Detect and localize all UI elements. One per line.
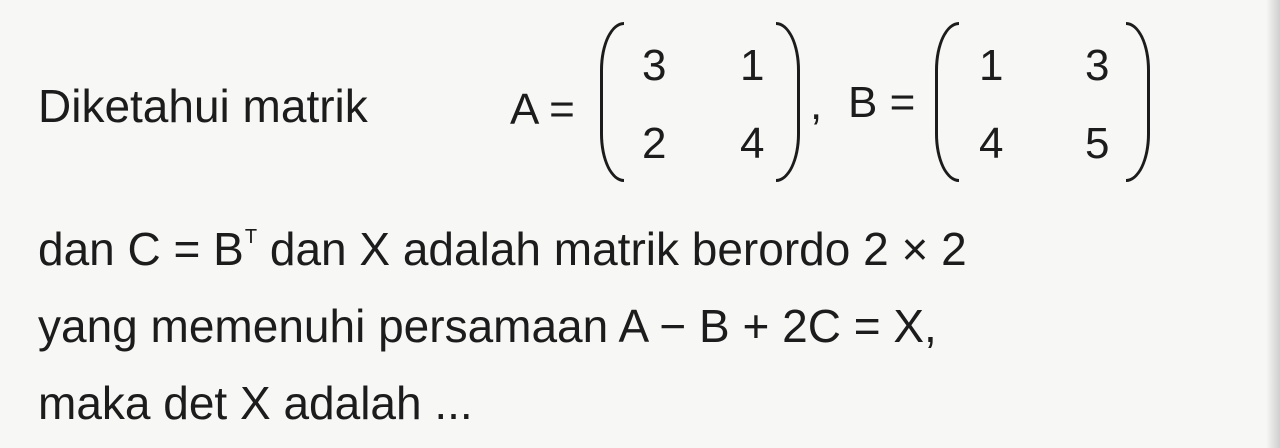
condition-post: dan X adalah matrik berordo 2 × 2 [257,223,967,275]
matrix-b-cell: 5 [1085,119,1110,168]
transpose-superscript: T [244,226,258,248]
matrix-b-cell: 3 [1085,41,1110,90]
matrix-a-cell: 1 [740,41,765,90]
condition-pre: dan C = B [38,223,244,275]
condition-line [38,223,967,275]
matrix-b-cell: 1 [979,41,1004,90]
equation-line: yang memenuhi persamaan A − B + 2C = X, [38,300,937,352]
matrix-b-cell: 4 [979,119,1004,168]
question-line: maka det X adalah ... [38,377,473,429]
matrix-a-cell: 4 [740,119,765,168]
matrix-a-cell: 2 [642,119,667,168]
matrix-a-left-paren [600,22,624,182]
matrix-a-label: A = [510,85,575,134]
intro-text: Diketahui matrik [38,80,368,132]
matrix-b-left-paren [935,22,959,182]
matrix-a-cell: 3 [642,41,667,90]
page-edge-shadow [1266,0,1280,448]
matrix-b [935,22,1150,182]
matrix-separator: , [810,80,823,129]
matrix-b-label: B = [848,78,916,127]
matrix-a [600,22,800,182]
matrix-b-right-paren [1126,22,1150,182]
matrix-a-right-paren [776,22,800,182]
